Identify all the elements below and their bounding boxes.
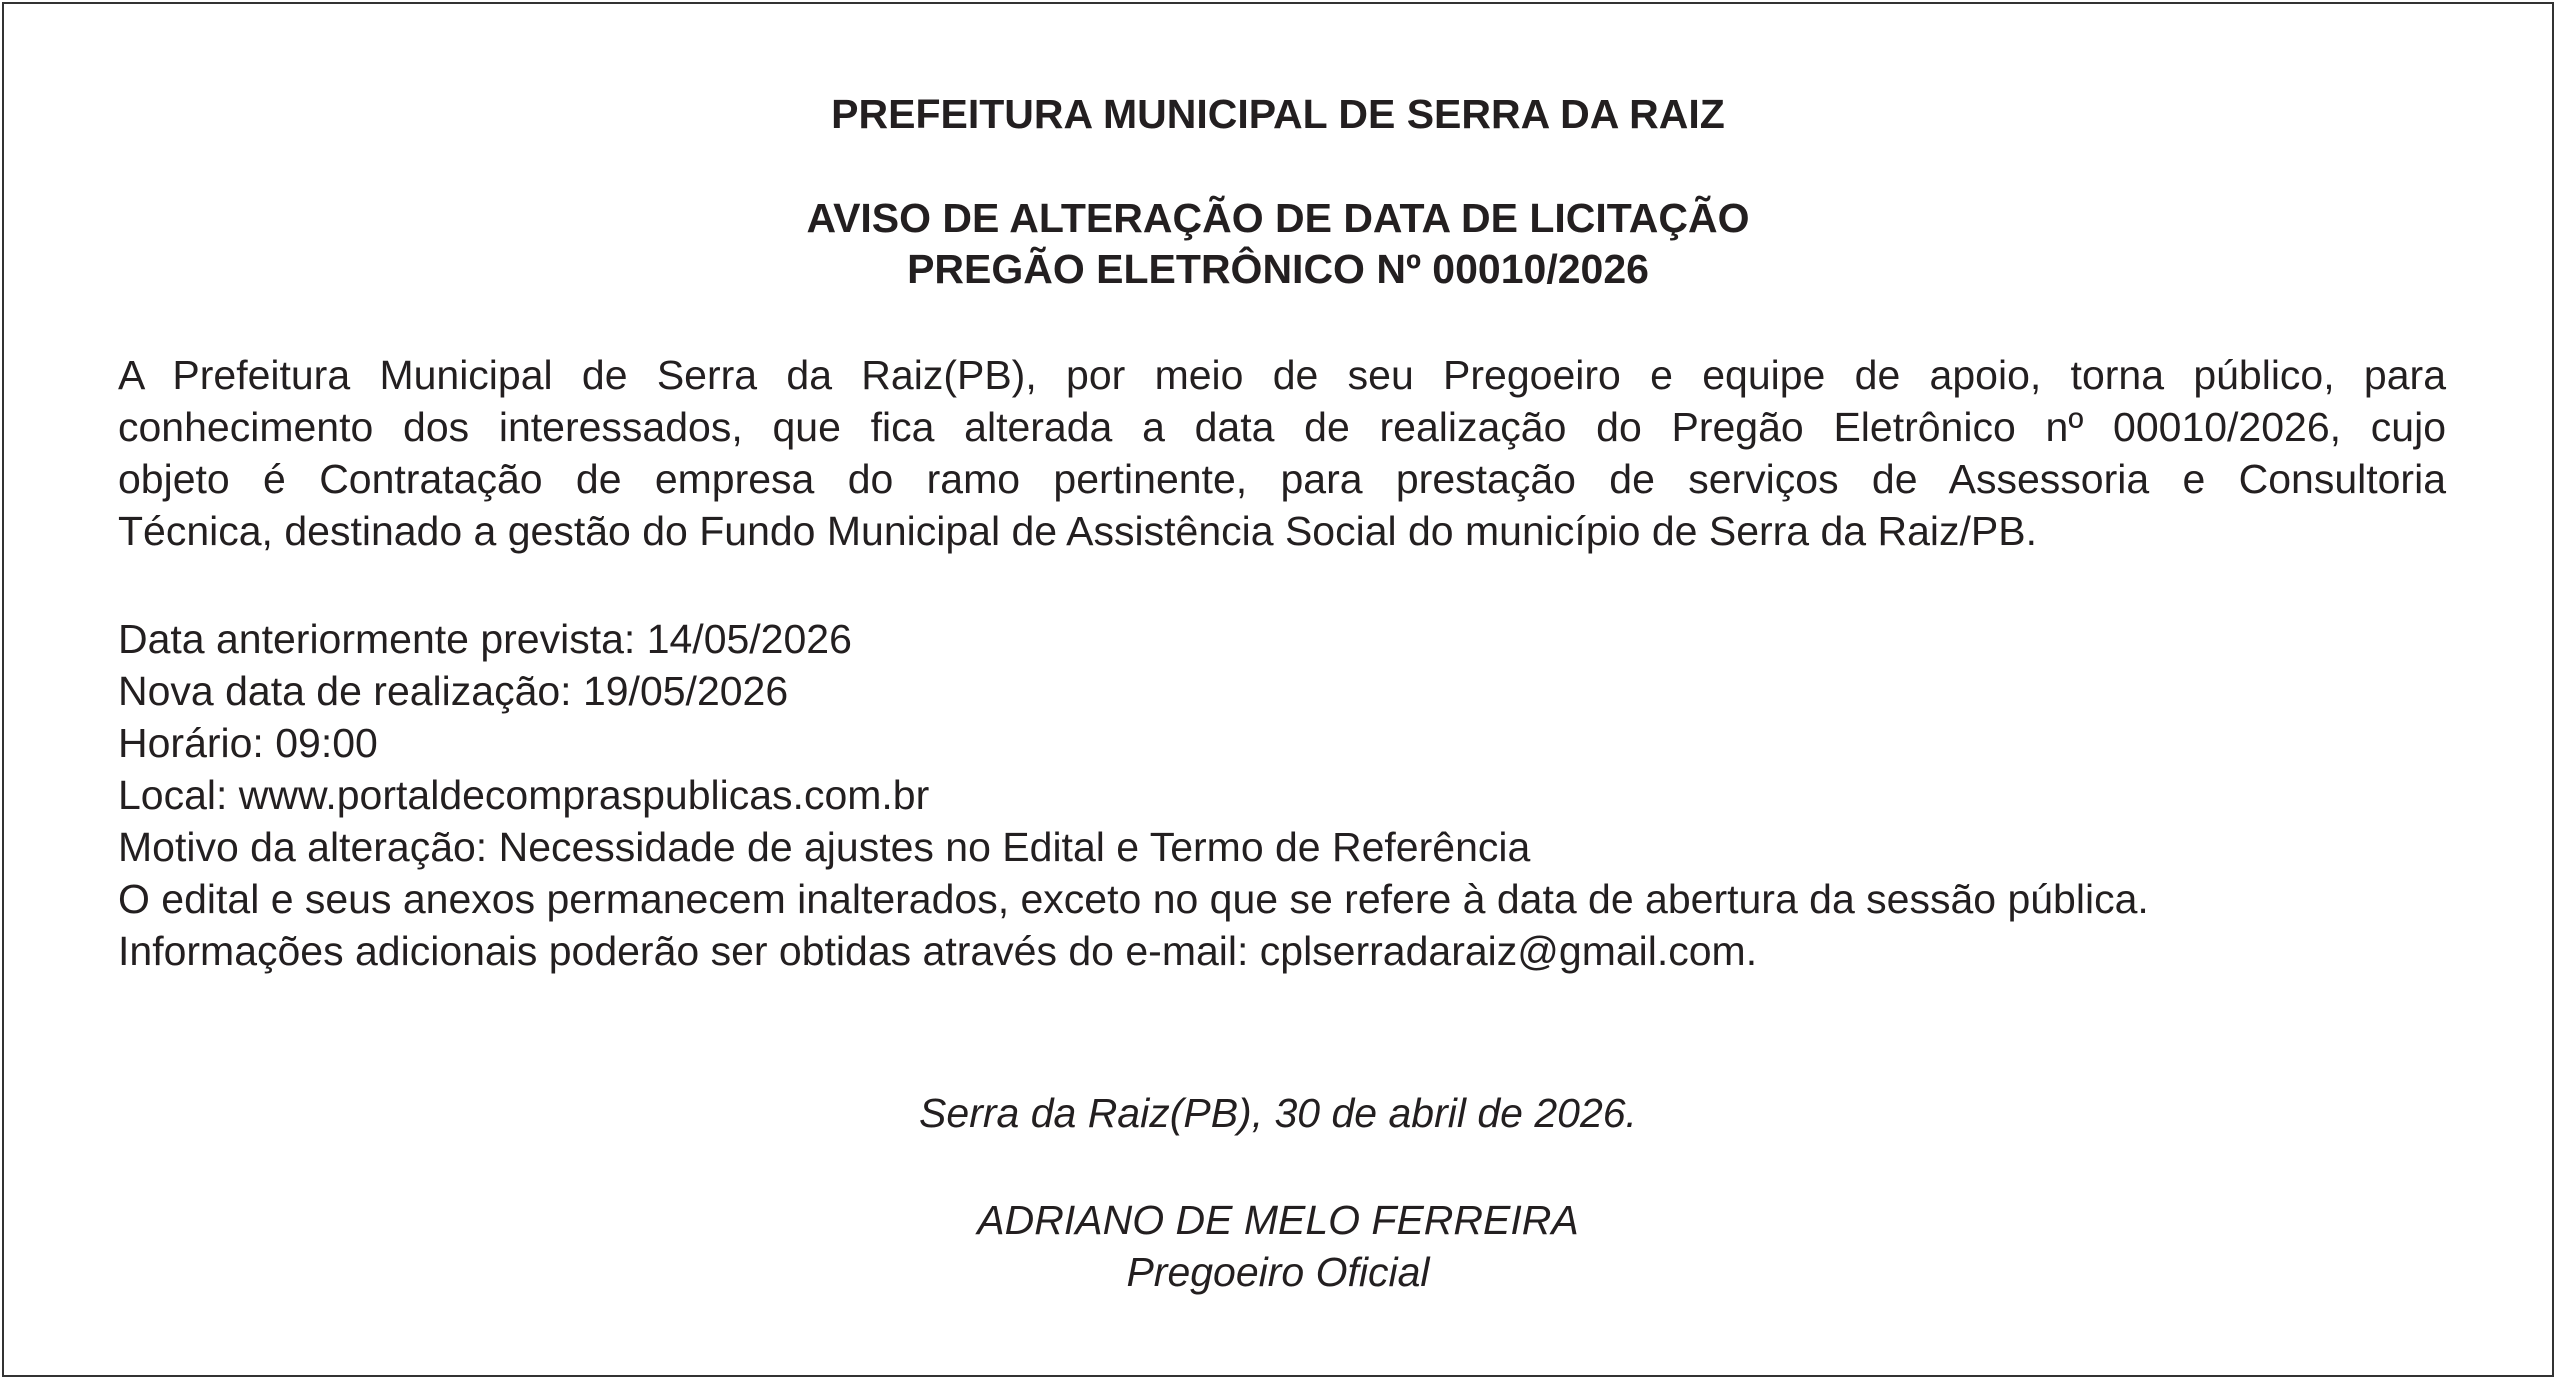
institution-heading: PREFEITURA MUNICIPAL DE SERRA DA RAIZ <box>831 91 1725 137</box>
unchanged-note: O edital e seus anexos permanecem inalterados, exceto no que se refere à data de abertura da sessão pública. <box>118 876 2149 922</box>
change-reason: Motivo da alteração: Necessidade de ajustes no Edital e Termo de Referência <box>118 824 1531 870</box>
new-date: Nova data de realização: 19/05/2026 <box>118 668 789 714</box>
place-and-date: Serra da Raiz(PB), 30 de abril de 2026. <box>919 1090 1637 1136</box>
notice-paragraph <box>118 349 2446 557</box>
paragraph-line: objeto é Contratação de empresa do ramo pertinente, para prestação de serviços de Assessoria e Consultoria <box>118 456 2446 502</box>
paragraph-line: conhecimento dos interessados, que fica alterada a data de realização do Pregão Eletrônico nº 00010/2026, cujo <box>118 404 2446 450</box>
signer-name: ADRIANO DE MELO FERREIRA <box>977 1197 1579 1243</box>
contact-info: Informações adicionais poderão ser obtidas através do e-mail: cplserradaraiz@gmail.com. <box>118 928 1758 974</box>
notice-title: AVISO DE ALTERAÇÃO DE DATA DE LICITAÇÃO <box>806 195 1750 241</box>
signer-role: Pregoeiro Oficial <box>1126 1249 1430 1295</box>
session-location: Local: www.portaldecompraspublicas.com.br <box>118 772 930 818</box>
paragraph-line: A Prefeitura Municipal de Serra da Raiz(PB), por meio de seu Pregoeiro e equipe de apoio, torna público, para <box>118 352 2446 398</box>
session-time: Horário: 09:00 <box>118 720 378 766</box>
notice-details <box>118 613 2446 977</box>
paragraph-line: Técnica, destinado a gestão do Fundo Municipal de Assistência Social do município de Serra da Raiz/PB. <box>118 508 2037 554</box>
notice-document <box>2 2 2554 1377</box>
previous-date: Data anteriormente prevista: 14/05/2026 <box>118 616 852 662</box>
process-number: PREGÃO ELETRÔNICO Nº 00010/2026 <box>907 246 1649 292</box>
